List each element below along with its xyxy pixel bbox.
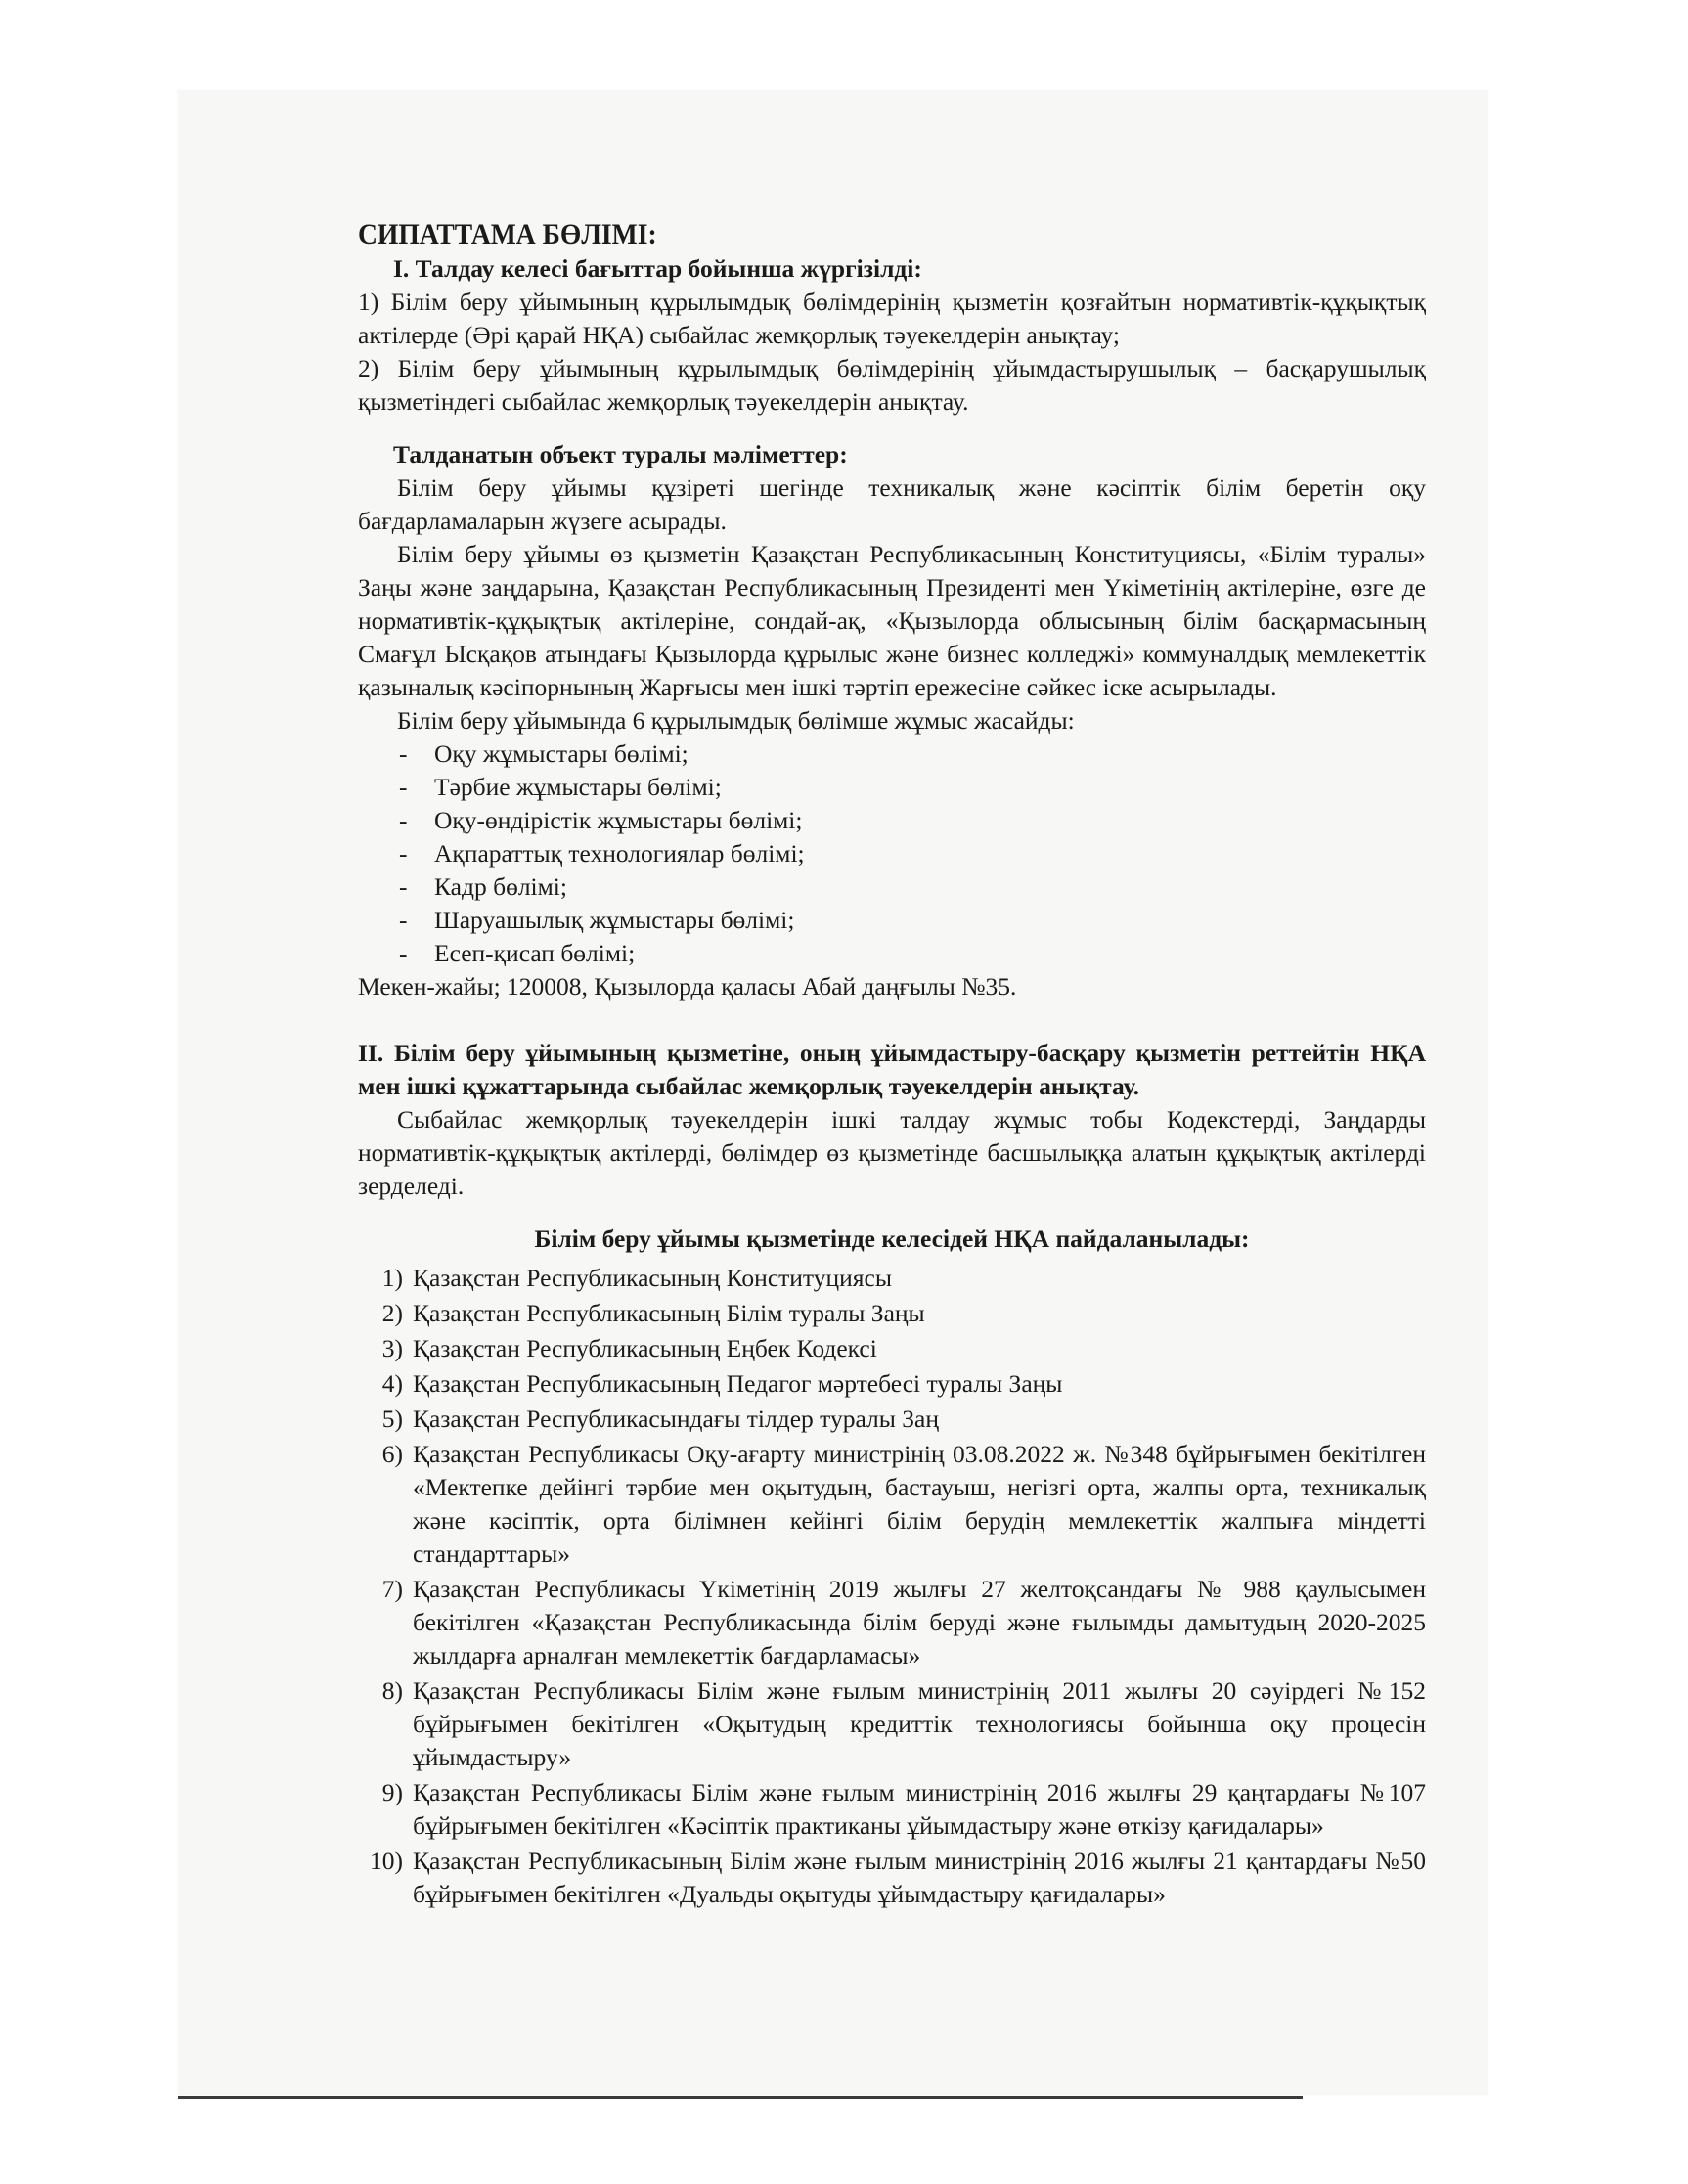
list-item-number: 3)	[381, 1334, 403, 1362]
bottom-rule	[178, 2096, 1303, 2099]
list-item-text: Қазақстан Республикасының Білім туралы Заңы	[413, 1299, 925, 1327]
list-item	[358, 1845, 1426, 1911]
list-item-number: 5)	[381, 1404, 403, 1433]
list-item	[358, 1403, 1426, 1436]
list-item: - Шаруашылық жұмыстары бөлімі;	[399, 904, 1426, 937]
list-item-text: Қазақстан Республикасының Конституциясы	[413, 1264, 892, 1292]
list-item-number: 1)	[381, 1264, 403, 1292]
list-item-text: Қазақстан Республикасы Үкіметінің 2019 жылғы 27 желтоқсандағы № 988 қаулысымен бекітілген «Қазақстан Республикасында білім беруді және ғылымды дамытудың 2020-2025 жылдарға арналған мемлекеттік бағдарламасы»	[413, 1575, 1426, 1670]
list-item-number: 6)	[381, 1440, 403, 1468]
section-2-heading: ІІ. Білім беру ұйымының қызметіне, оның ұйымдастыру-басқару қызметін реттейтін НҚА мен ішкі құжаттарында сыбайлас жемқорлық тәуекелдерін анықтау.	[358, 1039, 1426, 1100]
section-1-item-1: 1) Білім беру ұйымының құрылымдық бөлімдерінің қызметін қозғайтын нормативтік-құқықтық актілерде (Әрі қарай НҚА) сыбайлас жемқорлық тәуекелдерін анықтау;	[358, 288, 1426, 349]
list-item	[358, 1573, 1426, 1672]
list-item: - Тәрбие жұмыстары бөлімі;	[399, 771, 1426, 804]
section-1-item-2: 2) Білім беру ұйымының құрылымдық бөлімдерінің ұйымдастырушылық – басқарушылық қызметіндегі сыбайлас жемқорлық тәуекелдерін анықтау.	[358, 354, 1426, 416]
list-item	[358, 1262, 1426, 1295]
list-item-text: Қазақстан Республикасы Білім және ғылым министрінің 2011 жылғы 20 сәуірдегі №152 бұйрығымен бекітілген «Оқытудың кредиттік технологиясы бойынша оқу процесін ұйымдастыру»	[413, 1676, 1426, 1771]
list-item	[358, 1674, 1426, 1774]
list-item-text: Қазақстан Республикасы Білім және ғылым министрінің 2016 жылғы 29 қаңтардағы №107 бұйрығымен бекітілген «Кәсіптік практиканы ұйымдастыру және өткізу қағидалары»	[413, 1778, 1426, 1840]
section-1-heading: І. Талдау келесі бағыттар бойынша жүргізілді:	[393, 254, 922, 283]
list-item: - Есеп-қисап бөлімі;	[399, 937, 1426, 970]
list-item-text: Қазақстан Республикасының Білім және ғылым министрінің 2016 жылғы 21 қантардағы №50 бұйрығымен бекітілген «Дуальды оқытуды ұйымдастыру қағидалары»	[413, 1847, 1426, 1908]
document-title: СИПАТТАМА БӨЛІМІ:	[358, 218, 657, 250]
list-item: - Ақпараттық технологиялар бөлімі;	[399, 837, 1426, 870]
section-2-paragraph: Сыбайлас жемқорлық тәуекелдерін ішкі талдау жұмыс тобы Кодекстерді, Заңдарды нормативтік-құқықтық актілерді, бөлімдер өз қызметінде басшылыққа алатын құқықтық актілерді зерделеді.	[358, 1105, 1426, 1200]
list-item-number: 4)	[381, 1369, 403, 1398]
nka-list-heading: Білім беру ұйымы қызметінде келесідей НҚА пайдаланылады:	[534, 1225, 1250, 1253]
list-item-number: 10)	[370, 1847, 403, 1875]
object-heading: Талданатын объект туралы мәліметтер:	[393, 440, 848, 468]
list-item: - Кадр бөлімі;	[399, 870, 1426, 904]
list-item: - Оқу жұмыстары бөлімі;	[399, 737, 1426, 771]
document-body	[358, 217, 1426, 1913]
departments-list	[358, 737, 1426, 970]
list-item-text: Қазақстан Республикасындағы тілдер туралы Заң	[413, 1404, 939, 1433]
list-item: - Оқу-өндірістік жұмыстары бөлімі;	[399, 804, 1426, 837]
list-item	[358, 1438, 1426, 1571]
list-item-number: 8)	[381, 1676, 403, 1705]
object-paragraph-2: Білім беру ұйымы өз қызметін Қазақстан Республикасының Конституциясы, «Білім туралы» Заңы және заңдарына, Қазақстан Республикасының Президенті мен Үкіметінің актілеріне, өзге де нормативтік-құқықтық актілеріне, сондай-ақ, «Қызылорда облысының білім басқармасының Смағұл Ысқақов атындағы Қызылорда құрылыс және бизнес колледжі» коммуналдық мемлекеттік қазыналық кәсіпорнының Жарғысы мен ішкі тәртіп ережесіне сәйкес іске асырылады.	[358, 540, 1426, 701]
nka-list	[358, 1262, 1426, 1911]
list-item-number: 9)	[381, 1778, 403, 1806]
address: Мекен-жайы; 120008, Қызылорда қаласы Абай даңғылы №35.	[358, 972, 1017, 1001]
object-paragraph-1: Білім беру ұйымы құзіреті шегінде техникалық және кәсіптік білім беретін оқу бағдарламаларын жүзеге асырады.	[358, 473, 1426, 535]
list-item	[358, 1776, 1426, 1843]
list-item	[358, 1332, 1426, 1365]
list-item	[358, 1297, 1426, 1330]
list-item	[358, 1367, 1426, 1401]
list-item-text: Қазақстан Республикасының Еңбек Кодексі	[413, 1334, 877, 1362]
object-paragraph-3: Білім беру ұйымында 6 құрылымдық бөлімше жұмыс жасайды:	[397, 706, 1075, 735]
list-item-text: Қазақстан Республикасы Оқу-ағарту министрінің 03.08.2022 ж. №348 бұйрығымен бекітілген «Мектепке дейінгі тәрбие мен оқытудың, бастауыш, негізгі орта, жалпы орта, техникалық және кәсіптік, орта білімнен кейінгі білім берудің мемлекеттік жалпыға міндетті стандарттары»	[413, 1440, 1426, 1568]
list-item-number: 2)	[381, 1299, 403, 1327]
list-item-text: Қазақстан Республикасының Педагог мәртебесі туралы Заңы	[413, 1369, 1063, 1398]
list-item-number: 7)	[381, 1575, 403, 1603]
